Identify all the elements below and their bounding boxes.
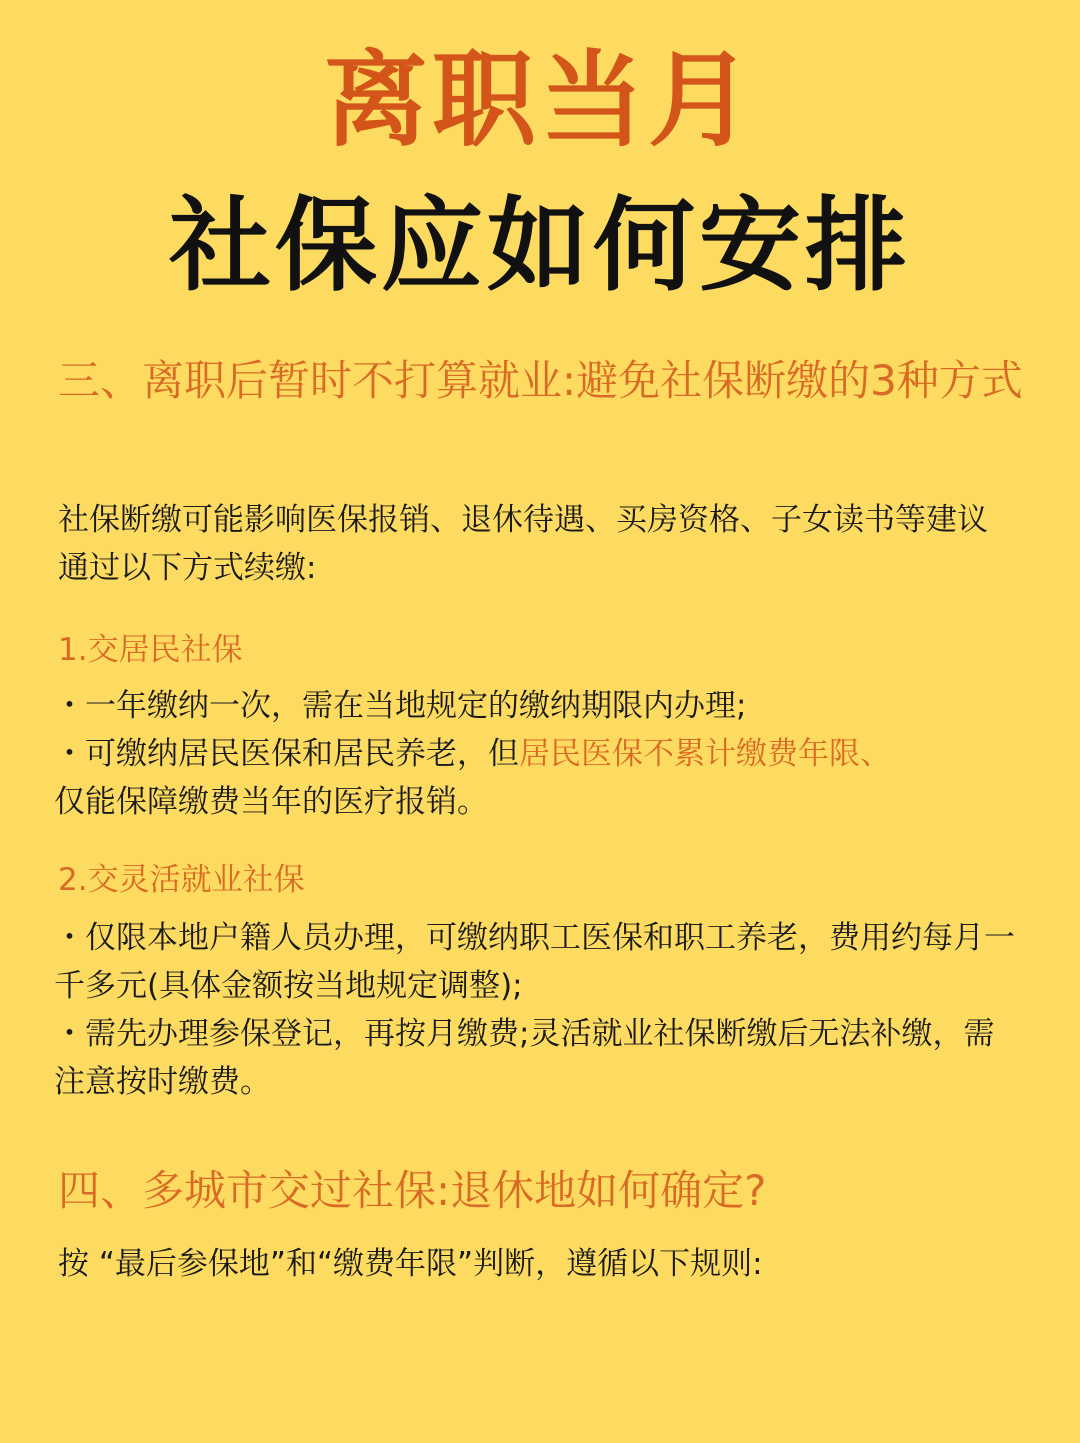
method-1-bullet-2 — [54, 730, 1024, 826]
method-1-bullet-2-suffix: 仅能保障缴费当年的医疗报销。 — [54, 784, 488, 820]
section-4-intro: 按 “最后参保地”和“缴费年限”判断，遵循以下规则: — [58, 1246, 763, 1282]
method-1-bullet-2-highlight: 居民医保不累计缴费年限、 — [519, 736, 891, 772]
method-2-bullet-1: ・仅限本地户籍人员办理，可缴纳职工医保和职工养老，费用约每月一千多元(具体金额按当地规定调整); — [54, 920, 1015, 1004]
method-2-bullets — [54, 914, 1024, 1106]
section-4-heading: 四、多城市交过社保:退休地如何确定? — [58, 1166, 767, 1215]
method-1-bullet-1: ・一年缴纳一次，需在当地规定的缴纳期限内办理; — [54, 688, 747, 724]
title-line-1: 离职当月 — [323, 39, 756, 161]
method-1-bullet-2-prefix: ・可缴纳居民医保和居民养老，但 — [54, 736, 519, 772]
section-3-heading: 三、离职后暂时不打算就业:避免社保断缴的3种方式 — [58, 356, 1023, 405]
method-1-title: 1.交居民社保 — [58, 632, 243, 668]
method-1-bullets — [54, 682, 1024, 826]
method-2-bullet-2: ・需先办理参保登记，再按月缴费;灵活就业社保断缴后无法补缴，需注意按时缴费。 — [54, 1016, 995, 1100]
title-line-2: 社保应如何安排 — [169, 187, 911, 306]
section-3-intro: 社保断缴可能影响医保报销、退休待遇、买房资格、子女读书等建议通过以下方式续缴: — [58, 502, 988, 586]
method-2-title: 2.交灵活就业社保 — [58, 862, 305, 898]
